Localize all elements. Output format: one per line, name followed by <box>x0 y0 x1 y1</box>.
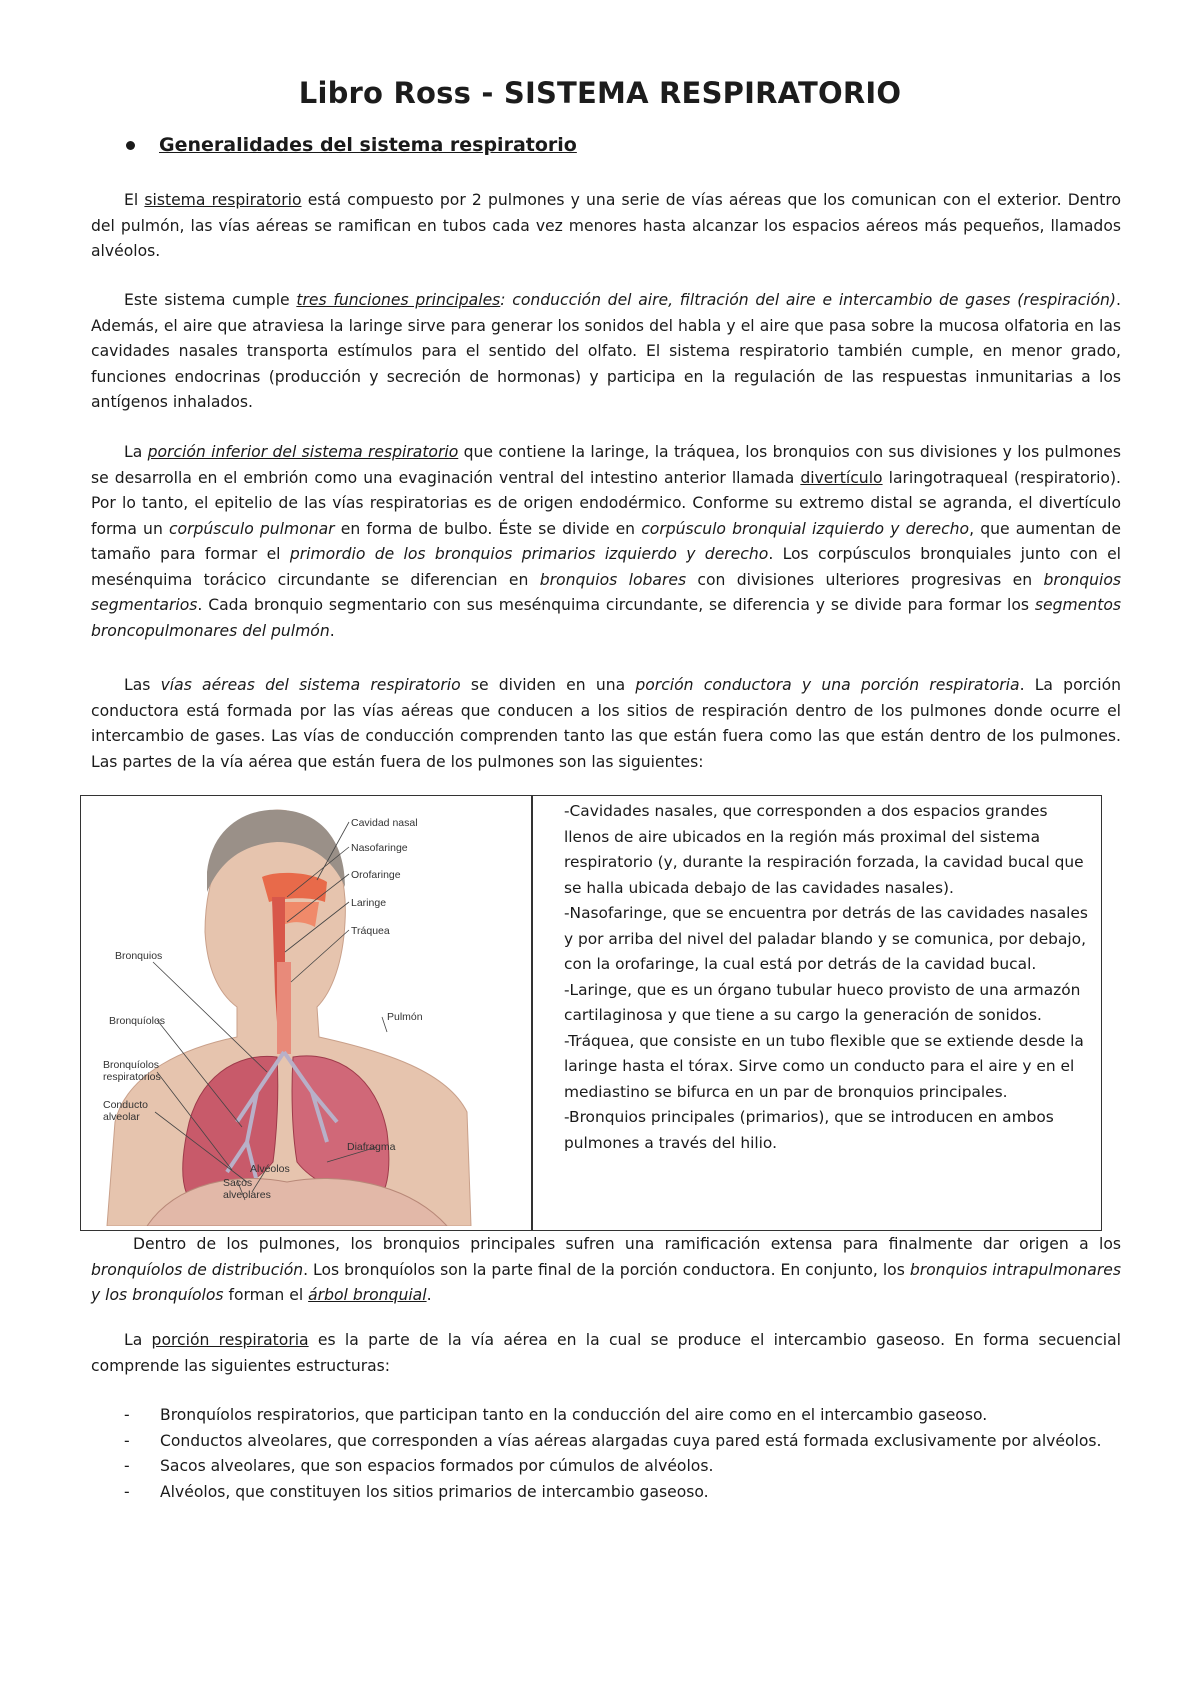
list-dash: - <box>124 1482 130 1501</box>
paragraph-5 <box>91 1232 1121 1309</box>
list-dash: - <box>124 1457 130 1475</box>
p1-text: El <box>124 191 145 209</box>
p2-text: . Además, el aire que atraviesa la laringe sirve para generar los sonidos del habla y el aire que pasa sobre la mucosa olfatoria en las cavidades nasales transporta estímulos para el sentido del olfato. El sistema respiratorio también cumple, en menor grado, funciones endocrinas (producción y secreción de hormonas) y participa en la regulación de las respuestas inmunitarias a los antígenos inhalados. <box>91 291 1121 411</box>
p5-underline: árbol bronquial <box>308 1286 427 1304</box>
page-title: Libro Ross - SISTEMA RESPIRATORIO <box>298 76 902 110</box>
list-item-text: Bronquíolos respiratorios, que participan tanto en la conducción del aire como en el intercambio gaseoso. <box>160 1406 988 1424</box>
list-item <box>124 1429 1124 1455</box>
label-conducto-alveolar-1: Conducto <box>103 1099 148 1111</box>
label-bronquios: Bronquios <box>115 950 163 962</box>
p5-text: forman el <box>223 1286 309 1304</box>
p1-underline: sistema respiratorio <box>144 191 302 209</box>
p3-underline: divertículo <box>800 468 883 487</box>
label-laringe: Laringe <box>351 897 387 909</box>
label-orofaringe: Orofaringe <box>351 869 401 881</box>
section-heading-text: Generalidades del sistema respiratorio <box>159 134 577 156</box>
paragraph-1 <box>91 188 1121 265</box>
label-cavidad-nasal: Cavidad nasal <box>351 817 418 829</box>
paragraph-3 <box>91 440 1121 644</box>
list-dash: - <box>124 1431 130 1450</box>
p3-text: laringotraqueal (respiratorio). Por lo tanto, el epitelio de las vías respiratorias es de origen endodérmico. Conforme su extremo distal se agranda, el divertículo forma un <box>91 468 1122 538</box>
p5-text: . <box>426 1286 432 1304</box>
label-sacos-alveolares-2: alveolares <box>223 1189 271 1201</box>
p4-text: se dividen en una <box>460 676 636 694</box>
p3-italic: bronquios lobares <box>539 570 687 589</box>
label-diafragma: Diafragma <box>347 1141 396 1153</box>
label-bronquiolos: Bronquíolos <box>109 1015 166 1027</box>
p3-underline: porción inferior del sistema respiratorio <box>147 443 459 461</box>
list-item <box>124 1403 1124 1429</box>
p3-text: , que aumentan de tamaño para formar el <box>91 519 1122 563</box>
figure-description <box>564 799 1094 1156</box>
p3-text: con divisiones ulteriores progresivas en <box>686 570 1044 589</box>
p3-text: . Los corpúsculos bronquiales junto con el mesénquima torácico circundante se diferencian en <box>91 545 1121 589</box>
p1-text: está compuesto por 2 pulmones y una serie de vías aéreas que los comunican con el exterior. Dentro del pulmón, las vías aéreas se ramifican en tubos cada vez menores hasta alcanzar los espacios aéreos más pequeños, llamados alvéolos. <box>91 191 1121 260</box>
p5-text: . Los bronquíolos son la parte final de la porción conductora. En conjunto, los <box>303 1260 910 1279</box>
p4-text: . La porción conductora está formada por las vías aéreas que conducen a los sitios de respiración dentro de los pulmones donde ocurre el intercambio de gases. Las vías de conducción comprenden tanto las que están fuera como las que están dentro de los pulmones. Las partes de la vía aérea que están fuera de los pulmones son las siguientes: <box>91 676 1122 771</box>
label-conducto-alveolar-2: alveolar <box>103 1111 140 1123</box>
p4-italic: porción conductora y una porción respiratoria <box>635 676 1020 694</box>
bullet-icon <box>126 141 135 150</box>
respiratory-system-illustration <box>87 802 527 1226</box>
p4-italic: vías aéreas del sistema respiratorio <box>160 676 461 694</box>
section-heading <box>126 134 577 156</box>
p3-text: . Cada bronquio segmentario con sus mesénquima circundante, se diferencia y se divide para formar los <box>197 596 1035 614</box>
respiratory-structures-list <box>124 1403 1124 1505</box>
label-sacos-alveolares-1: Sacos <box>223 1177 253 1189</box>
trachea-shape <box>277 962 291 1054</box>
list-item-text: Conductos alveolares, que corresponden a vías aéreas alargadas cuya pared está formada exclusivamente por alvéolos. <box>160 1431 1102 1450</box>
p5-text: Dentro de los pulmones, los bronquios principales sufren una ramificación extensa para finalmente dar origen a los <box>133 1235 1121 1253</box>
p2-text: Este sistema cumple <box>124 291 297 309</box>
fig-text-laringe: -Laringe, que es un órgano tubular hueco provisto de una armazón cartilaginosa y que tiene a su cargo la generación de sonidos. <box>564 980 1081 1024</box>
p5-italic: bronquíolos de distribución <box>91 1260 304 1279</box>
p6-text: La <box>124 1331 152 1349</box>
label-alveolos: Alvéolos <box>250 1163 290 1175</box>
figure-table <box>80 795 1102 1231</box>
paragraph-2 <box>91 288 1121 416</box>
list-item <box>124 1454 1124 1480</box>
list-dash: - <box>124 1406 130 1424</box>
p2-italic: : conducción del aire, filtración del aire e intercambio de gases (respiración) <box>500 291 1117 309</box>
p5-italic: bronquios intrapulmonares y los bronquíolos <box>91 1260 1121 1304</box>
label-bronquiolos-respiratorios-1: Bronquíolos <box>103 1059 160 1071</box>
p3-text: en forma de bulbo. Éste se divide en <box>334 519 642 538</box>
fig-text-cavidades: -Cavidades nasales, que corresponden a dos espacios grandes llenos de aire ubicados en la región más proximal del sistema respiratorio (y, durante la respiración forzada, la cavidad bucal que se halla ubicada debajo de las cavidades nasales). <box>564 802 1084 897</box>
p3-text: . <box>329 621 335 640</box>
table-divider <box>531 796 533 1230</box>
p3-text: que contiene la laringe, la tráquea, los bronquios con sus divisiones y los pulmones se desarrolla en el embrión como una evaginación ventral del intestino anterior llamada <box>91 443 1121 487</box>
p3-text: La <box>124 443 148 461</box>
p2-underline: tres funciones principales <box>296 291 501 309</box>
p3-italic: primordio de los bronquios primarios izquierdo y derecho <box>289 545 769 563</box>
p3-italic: corpúsculo pulmonar <box>168 519 335 538</box>
list-item-text: Sacos alveolares, que son espacios formados por cúmulos de alvéolos. <box>160 1457 714 1475</box>
p3-italic: corpúsculo bronquial izquierdo y derecho <box>641 519 970 538</box>
label-pulmon: Pulmón <box>387 1011 423 1023</box>
paragraph-6 <box>91 1328 1121 1379</box>
fig-text-traquea: -Tráquea, que consiste en un tubo flexible que se extiende desde la laringe hasta el tórax. Sirve como un conducto para el aire y en el mediastino se bifurca en un par de bronquios principales. <box>564 1031 1084 1101</box>
p6-text: es la parte de la vía aérea en la cual se produce el intercambio gaseoso. En forma secuencial comprende las siguientes estructuras: <box>91 1331 1122 1375</box>
list-item <box>124 1480 1124 1506</box>
p3-italic: segmentos broncopulmonares del pulmón <box>91 596 1121 640</box>
p3-italic: bronquios segmentarios <box>91 570 1121 614</box>
label-bronquiolos-respiratorios-2: respiratorios <box>103 1071 161 1083</box>
paragraph-4 <box>91 673 1121 775</box>
label-traquea: Tráquea <box>351 925 390 937</box>
p6-underline: porción respiratoria <box>151 1331 309 1349</box>
p4-text: Las <box>124 676 161 694</box>
label-nasofaringe: Nasofaringe <box>351 842 408 854</box>
list-item-text: Alvéolos, que constituyen los sitios primarios de intercambio gaseoso. <box>160 1482 709 1501</box>
fig-text-nasofaringe: -Nasofaringe, que se encuentra por detrás de las cavidades nasales y por arriba del nivel del paladar blando y se comunica, por debajo, con la orofaringe, la cual está por detrás de la cavidad bucal. <box>564 904 1088 973</box>
fig-text-bronquios: -Bronquios principales (primarios), que se introducen en ambos pulmones a través del hilio. <box>564 1108 1054 1152</box>
